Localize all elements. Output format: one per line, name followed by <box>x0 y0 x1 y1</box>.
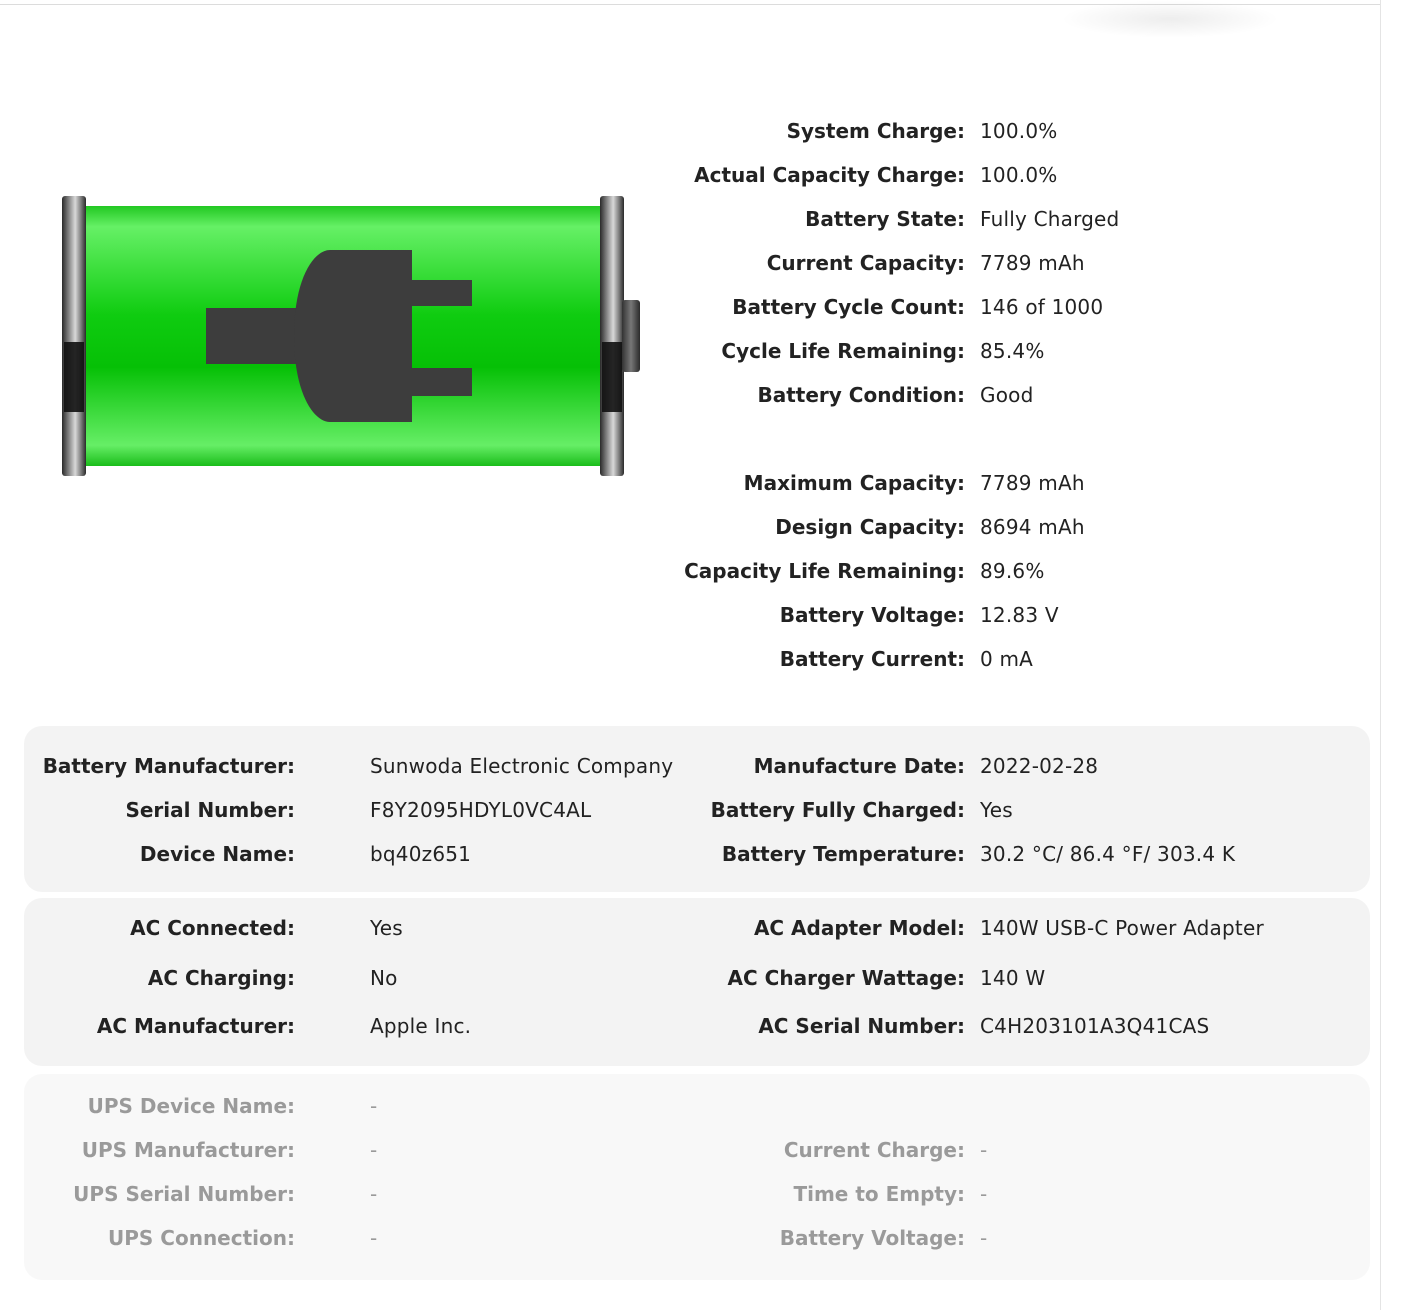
ups_info-left-2-label: UPS Serial Number: <box>73 1182 295 1206</box>
battery-info-panel <box>24 726 1370 892</box>
ups_info-left-3-label: UPS Connection: <box>108 1226 295 1250</box>
capacity-row-0-label: Maximum Capacity: <box>743 471 965 495</box>
ups_info-right-2-value: - <box>980 1226 988 1250</box>
capacity-row-3-value: 12.83 V <box>980 603 1059 627</box>
summary-row-4-value: 146 of 1000 <box>980 295 1104 319</box>
summary-row-0-label: System Charge: <box>786 119 965 143</box>
ups_info-left-0-label: UPS Device Name: <box>87 1094 295 1118</box>
battery_info-left-0-value: Sunwoda Electronic Company <box>370 754 674 778</box>
ac-info-panel <box>24 898 1370 1066</box>
summary-row-3-value: 7789 mAh <box>980 251 1085 275</box>
ac_info-right-2-value: C4H203101A3Q41CAS <box>980 1014 1210 1038</box>
summary-row-2-label: Battery State: <box>805 207 965 231</box>
window-shadow <box>1060 0 1280 38</box>
battery_info-left-2-label: Device Name: <box>139 842 295 866</box>
ac_info-left-0-label: AC Connected: <box>130 916 295 940</box>
ac_info-left-0-value: Yes <box>370 916 403 940</box>
summary-row-6-value: Good <box>980 383 1034 407</box>
ac_info-right-1-label: AC Charger Wattage: <box>727 966 965 990</box>
summary-row-5-value: 85.4% <box>980 339 1045 363</box>
battery-charging-plug-icon <box>62 194 642 478</box>
capacity-row-2-label: Capacity Life Remaining: <box>684 559 965 583</box>
battery_info-left-1-value: F8Y2095HDYL0VC4AL <box>370 798 592 822</box>
summary-row-0-value: 100.0% <box>980 119 1058 143</box>
capacity-row-4-label: Battery Current: <box>779 647 965 671</box>
battery_info-right-2-label: Battery Temperature: <box>721 842 965 866</box>
ups_info-right-0-label: Current Charge: <box>783 1138 965 1162</box>
capacity-row-1-value: 8694 mAh <box>980 515 1085 539</box>
summary-row-4-label: Battery Cycle Count: <box>732 295 965 319</box>
capacity-row-1-label: Design Capacity: <box>775 515 965 539</box>
battery_info-right-2-value: 30.2 °C/ 86.4 °F/ 303.4 K <box>980 842 1236 866</box>
ac_info-right-0-label: AC Adapter Model: <box>753 916 965 940</box>
battery_info-right-0-value: 2022-02-28 <box>980 754 1099 778</box>
ups_info-left-2-value: - <box>370 1182 378 1206</box>
battery_info-right-0-label: Manufacture Date: <box>753 754 965 778</box>
summary-row-1-label: Actual Capacity Charge: <box>694 163 965 187</box>
summary-row-1-value: 100.0% <box>980 163 1058 187</box>
capacity-row-2-value: 89.6% <box>980 559 1045 583</box>
summary-row-6-label: Battery Condition: <box>757 383 965 407</box>
ups_info-right-0-value: - <box>980 1138 988 1162</box>
ac_info-left-2-value: Apple Inc. <box>370 1014 472 1038</box>
ac_info-right-1-value: 140 W <box>980 966 1046 990</box>
battery_info-right-1-label: Battery Fully Charged: <box>710 798 965 822</box>
battery_info-left-0-label: Battery Manufacturer: <box>42 754 295 778</box>
summary-row-3-label: Current Capacity: <box>766 251 965 275</box>
ups_info-left-0-value: - <box>370 1094 378 1118</box>
battery_info-right-1-value: Yes <box>980 798 1013 822</box>
ac_info-right-0-value: 140W USB-C Power Adapter <box>980 916 1264 940</box>
ups_info-right-2-label: Battery Voltage: <box>779 1226 965 1250</box>
capacity-row-4-value: 0 mA <box>980 647 1034 671</box>
summary-row-2-value: Fully Charged <box>980 207 1120 231</box>
battery_info-left-2-value: bq40z651 <box>370 842 472 866</box>
ups_info-right-1-value: - <box>980 1182 988 1206</box>
ups_info-left-3-value: - <box>370 1226 378 1250</box>
ac_info-left-1-value: No <box>370 966 398 990</box>
ups_info-left-1-value: - <box>370 1138 378 1162</box>
window-right-border <box>1380 0 1381 1310</box>
ups_info-right-1-label: Time to Empty: <box>793 1182 965 1206</box>
summary-row-5-label: Cycle Life Remaining: <box>721 339 965 363</box>
battery_info-left-1-label: Serial Number: <box>125 798 295 822</box>
ac_info-right-2-label: AC Serial Number: <box>758 1014 965 1038</box>
capacity-row-0-value: 7789 mAh <box>980 471 1085 495</box>
ac_info-left-2-label: AC Manufacturer: <box>96 1014 295 1038</box>
ups-info-panel <box>24 1074 1370 1280</box>
ups_info-left-1-label: UPS Manufacturer: <box>81 1138 295 1162</box>
ac_info-left-1-label: AC Charging: <box>147 966 295 990</box>
capacity-row-3-label: Battery Voltage: <box>779 603 965 627</box>
